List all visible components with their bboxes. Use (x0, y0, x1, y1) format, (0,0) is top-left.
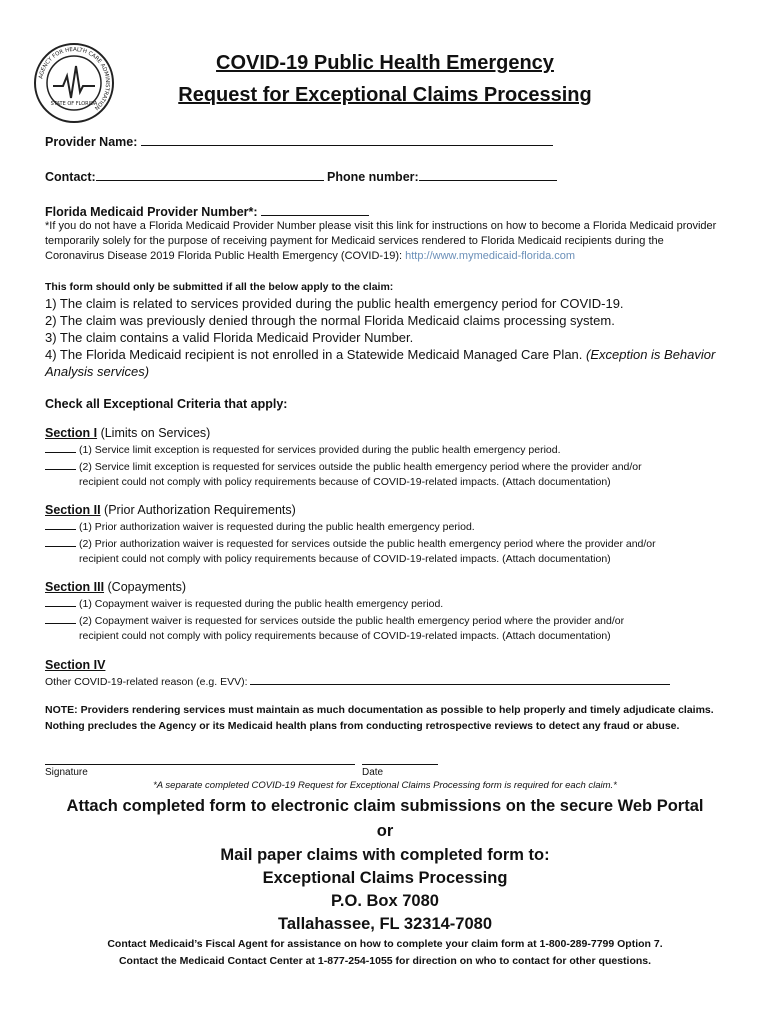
criteria-item: 3) The claim contains a valid Florida Medicaid Provider Number. (45, 330, 414, 345)
section-1-heading: Section I (Limits on Services) (45, 426, 211, 440)
footer-contact-center: Contact the Medicaid Contact Center at 1-877-254-1055 for direction on who to contact for other questions. (118, 955, 652, 967)
criteria-heading: This form should only be submitted if all the below apply to the claim: (45, 281, 394, 293)
mailing-city: Tallahassee, FL 32314-7080 (277, 915, 493, 933)
section-3-option-1: (1) Copayment waiver is requested during the public health emergency period. (45, 596, 745, 613)
instructions-line3: Mail paper claims with completed form to: (220, 846, 550, 864)
signature-label: Signature (45, 767, 88, 778)
phone-label: Phone number: (327, 170, 419, 184)
contact-label: Contact: (45, 170, 96, 184)
section-2-option-2: (2) Prior authorization waiver is requested for services outside the public health emergency period where the provider and/or (45, 536, 755, 553)
contact-row (45, 168, 324, 184)
page-title-line1: COVID-19 Public Health Emergency (216, 52, 554, 74)
seal-ring-text: AGENCY FOR HEALTH CARE ADMINISTRATION (38, 46, 111, 111)
section-4-other-label: Other COVID-19-related reason (e.g. EVV): (45, 676, 248, 688)
checkbox-blank[interactable] (45, 459, 76, 470)
section-2-heading: Section II (Prior Authorization Requirements) (45, 503, 296, 517)
provider-name-label: Provider Name: (45, 135, 138, 149)
date-label: Date (362, 767, 384, 778)
check-heading: Check all Exceptional Criteria that apply: (45, 397, 288, 411)
date-line[interactable] (362, 764, 438, 765)
medicaid-number-note (45, 219, 720, 264)
footer-fiscal-agent: Contact Medicaid’s Fiscal Agent for assistance on how to complete your claim form at 1-800-289-7799 Option 7. (107, 938, 663, 950)
instructions-line1: Attach completed form to electronic claim submissions on the secure Web Portal (66, 797, 704, 815)
signature-line[interactable] (45, 764, 355, 765)
contact-field[interactable] (96, 168, 324, 181)
provider-name-row (45, 133, 553, 149)
checkbox-blank[interactable] (45, 596, 76, 607)
medicaid-number-field[interactable] (261, 203, 369, 216)
checkbox-blank[interactable] (45, 613, 76, 624)
provider-name-field[interactable] (141, 133, 553, 146)
page-title-line2: Request for Exceptional Claims Processing (178, 84, 592, 106)
medicaid-note-text: *If you do not have a Florida Medicaid Provider Number please visit this link for instructions on how to become a Florida Medicaid provider temporarily solely for the purpose of receiving payment for Medicaid services rendered to Florida Medicaid recipients during the Coronavirus Disease 2019 Florida Public Health Emergency (COVID-19): (45, 220, 717, 262)
section-2-options: (1) Prior authorization waiver is requested during the public health emergency period. (2) Prior authorization waiver is requested for services outside the public health emergency period where the provider and/or recipient could not comply with policy requirements because of COVID-19-related impacts. (Attach documentation) (45, 519, 755, 568)
checkbox-blank[interactable] (45, 536, 76, 547)
phone-row (327, 168, 557, 184)
criteria-item: 1) The claim is related to services provided during the public health emergency period for COVID-19. (45, 296, 624, 311)
criteria-item: 4) The Florida Medicaid recipient is not enrolled in a Statewide Medicaid Managed Care Plan. (Exception is Behavior Analysis services) (45, 347, 716, 379)
medicaid-number-label: Florida Medicaid Provider Number*: (45, 205, 258, 219)
criteria-item: 2) The claim was previously denied through the normal Florida Medicaid claims processing system. (45, 313, 615, 328)
other-reason-field[interactable] (250, 675, 670, 685)
checkbox-blank[interactable] (45, 442, 76, 453)
section-3-option-2: (2) Copayment waiver is requested for services outside the public health emergency period where the provider and/or (45, 613, 745, 630)
section-4-other-row (45, 675, 670, 691)
checkbox-blank[interactable] (45, 519, 76, 530)
criteria-list (45, 295, 725, 380)
instructions-or: or (376, 822, 394, 840)
phone-field[interactable] (419, 168, 557, 181)
section-1-option-1: (1) Service limit exception is requested for services provided during the public health emergency period. (45, 442, 745, 459)
criteria-exception: (Exception is Behavior Analysis services) (45, 347, 716, 379)
section-2-option-1: (1) Prior authorization waiver is requested during the public health emergency period. (45, 519, 755, 536)
section-1-option-2: (2) Service limit exception is requested for services outside the public health emergency period where the provider and/or (45, 459, 745, 476)
section-4-heading: Section IV (45, 658, 106, 672)
seal-state-text: STATE OF FLORIDA (50, 101, 98, 107)
mailing-name: Exceptional Claims Processing (262, 869, 508, 887)
medicaid-link[interactable]: http://www.mymedicaid-florida.com (405, 250, 576, 262)
section-3-heading: Section III (Copayments) (45, 580, 187, 594)
section-1-options: (1) Service limit exception is requested for services provided during the public health emergency period. (2) Service limit exception is requested for services outside the public health emergency period where the provider and/or recipient could not comply with policy requirements because of COVID-19-related impacts. (Attach documentation) (45, 442, 745, 491)
mailing-po-box: P.O. Box 7080 (331, 892, 439, 910)
separate-form-note: *A separate completed COVID-19 Request for Exceptional Claims Processing form is required for each claim.* (153, 780, 617, 791)
medicaid-number-row (45, 203, 369, 219)
documentation-note: NOTE: Providers rendering services must maintain as much documentation as possible to help properly and timely adjudicate claims. Nothing precludes the Agency or its Medicaid health plans from conducting retrospective reviews to detect any fraud or abuse. (45, 704, 714, 732)
section-3-options: (1) Copayment waiver is requested during the public health emergency period. (2) Copayment waiver is requested for services outside the public health emergency period where the provider and/or recipient could not comply with policy requirements because of COVID-19-related impacts. (Attach documentation) (45, 596, 745, 645)
